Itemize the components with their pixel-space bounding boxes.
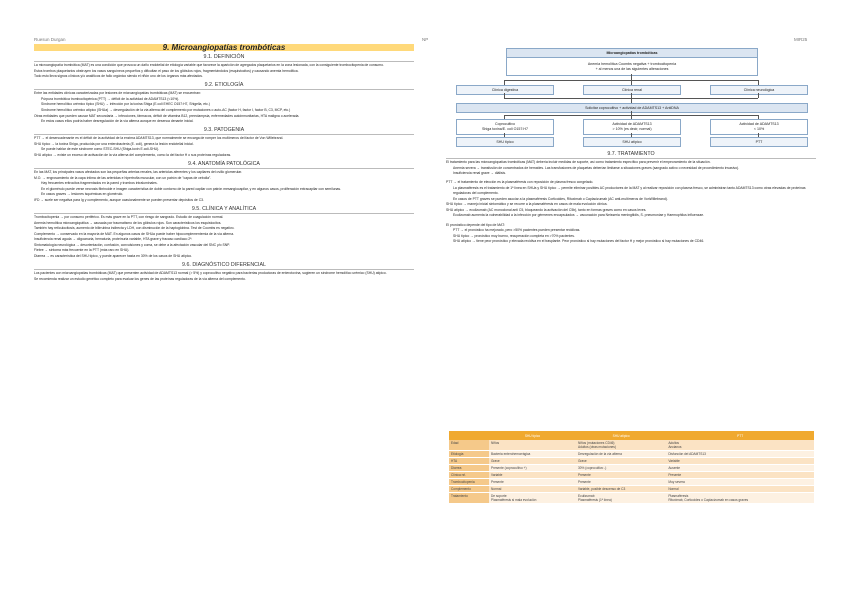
paragraph: Se recomienda realizar un estudio genético completo para evaluar los genes de las proteínas reguladoras de la vía alterna del complemento. bbox=[34, 276, 246, 281]
list-item: Hay frecuentes eritrocitos fragmentados en la pared y trombos intraluminales. bbox=[41, 181, 158, 186]
table-cell: Presente bbox=[666, 472, 814, 479]
flow-adamts13-normal-label: Actividad de ADAMTS13 bbox=[612, 122, 652, 127]
paragraph: Sintomatología neurológica → desorientación, confusión, convulsiones y coma, se debe a la afectación vascular del SNC y/o SNP. bbox=[34, 242, 230, 247]
list-item: En casos graves → lesiones isquémicas en glomérulo. bbox=[41, 192, 124, 197]
flow-adamts13-low-label: Actividad de ADAMTS13 bbox=[739, 122, 779, 127]
paragraph: Complemento → conservado en la mayoría de MAT. En algunos casos de SHUa puede haber hipocomplementemia de la vía alterna. bbox=[34, 231, 235, 236]
flow-solicitar-box bbox=[456, 103, 808, 113]
paragraph: SHU típico → la toxina Shiga, producida por una enterobacteria (E. coli), genera la lesión endotelial inicial. bbox=[34, 141, 194, 146]
paragraph: El tratamiento para las microangiopatías trombóticas (MAT) debería incluir medidas de soporte, así como tratamiento específico para prevenir el empeoramiento de la situación. bbox=[446, 160, 711, 164]
table-cell: Variable bbox=[666, 458, 814, 465]
table-cell: Presente bbox=[489, 479, 576, 486]
list-item: En estos casos ellos podría haber desregulación de la vía alterna aunque en desenca denante inicial. bbox=[41, 119, 194, 124]
flow-clinica-digestiva bbox=[456, 85, 554, 95]
flow-criteria-1: Anemia hemolítica Coombs negativa + trombocitopenia bbox=[587, 61, 677, 66]
table-cell: Presente bbox=[576, 479, 666, 486]
table-cell: Presente (coprocultivo +) bbox=[489, 465, 576, 472]
flow-outcome-shu-atipico bbox=[583, 137, 681, 147]
flow-outcome-ptt-label: PTT bbox=[755, 139, 763, 144]
flow-connector bbox=[758, 93, 759, 98]
paragraph: El pronóstico depende del tipo de MAT: bbox=[446, 222, 505, 227]
list-item: Síndrome hemolítico urémico atípico (SHUa) → desregulación de la vía alterna del complemento por mutaciones o auto-AC (factor H, factor I, factor B, C3, MCP, etc.) bbox=[41, 107, 291, 112]
list-item: En casos de PTT graves se pueden asociar a la plasmaféresis Corticoides, Rituximab o Caplacizumab (AC anti-multímeros de VonWillebrand). bbox=[453, 196, 668, 201]
paragraph: PTT → el tratamiento de elección es la plasmaféresis con reposición de plasma fresco congelado. bbox=[446, 180, 594, 185]
table-cell: Normal bbox=[666, 486, 814, 493]
flow-title: Microangiopatías trombóticas bbox=[606, 50, 658, 55]
paragraph: Entre las entidades clínicas caracterizadas por lesiones de microangiopatías trombóticas (MAT) se encuentran: bbox=[34, 91, 201, 96]
list-item: Síndrome hemolítico urémico típico (SHU) → infección por la toxina Shiga (E.coli EHEC O157:H7, Shigella, etc.) bbox=[41, 102, 210, 107]
paragraph: Insuficiencia renal aguda → oligoanuria, hematuria, proteinuria variable, HTA grave y fracaso cardíaco 2ª. bbox=[34, 237, 193, 242]
paragraph: M.O. → engrosamiento de la capa íntima de las arteriolas e hipertrofia muscular, con un patrón de "capas de cebolla". bbox=[34, 175, 212, 180]
flow-outcome-ptt bbox=[710, 137, 808, 147]
flow-clinica-neurologica-label: Clínica neurológica bbox=[743, 87, 775, 92]
table-cell: Niños (mutaciones CD46) Adultos (otras mutaciones) bbox=[576, 440, 666, 451]
flow-adamts13-low-box bbox=[710, 119, 808, 135]
paragraph: Los pacientes con microangiopatías trombóticas (MAT) que presenten actividad de ADAMTS13 normal (> 5%) y coprocultivo negativo para bacterias productoras de enterotoxina, sugieren un síndrome hemolítico urémico (SHU) atípico. bbox=[34, 271, 387, 276]
table-cell: Disfunción del ADAMTS13 bbox=[666, 451, 814, 458]
table-row-header: Edad bbox=[449, 440, 489, 451]
list-item: Insuficiencia renal grave → diálisis. bbox=[453, 171, 506, 176]
list-item: En el glomérulo puede verse necrosis fibrinoide e imagen característica de doble contorno de la pared capilar con patrón mesangiocapilar, y en algunos casos, proliferación extracapilar con semilunas. bbox=[41, 186, 342, 191]
paragraph: Otras entidades que pueden causar MAT secundaria → infecciones, fármacos, déficit de vitamina B12, preeclampsia, enfermedades autoinmunitarias, HTA maligna o acelerada. bbox=[34, 113, 300, 118]
flow-coprocultivo-result: Shiga toxina/E. coli O157:H7 bbox=[482, 127, 528, 131]
list-item: Eculizumab aumenta la vulnerabilidad a la infección por gérmenes encapsulados → vacunación para Neisseria meningitidis, S. pneumoniae y Haemophilus influenzae. bbox=[453, 213, 705, 218]
table-row bbox=[449, 465, 814, 472]
header-center: NP bbox=[422, 37, 429, 42]
table-cell: Niños bbox=[489, 440, 576, 451]
table-cell: Eculizumab Plasmaféresis (1ª línea) bbox=[576, 493, 666, 504]
table-cell: De soporte Plasmaféresis si mala evolución bbox=[489, 493, 576, 504]
table-cell: Desregulación de la vía alterna bbox=[576, 451, 666, 458]
header-right: MIR25 bbox=[794, 37, 808, 42]
flow-adamts13-normal-result: > 10% (es decir, normal) bbox=[612, 127, 652, 131]
list-item: Púrpura trombótica trombocitopénica (PTT) → déficit de la actividad de ADAMTS13 (<10%). bbox=[41, 96, 180, 101]
flow-criteria-2: + al menos una de las siguientes alteraciones bbox=[595, 66, 669, 71]
list-item: SHU atípico → tiene peor pronóstico y elevada recidiva en el trasplante. Peor pronóstico si hay mutaciones del factor H y mejor pronóstico si hay mutaciones de CD46. bbox=[453, 239, 705, 244]
table-cell: Ausente bbox=[666, 465, 814, 472]
table-row-header: HTA bbox=[449, 458, 489, 465]
table-header-cell: PTT bbox=[666, 431, 814, 440]
section-diagnostico-title: 9.6. DIAGNÓSTICO DIFERENCIAL bbox=[34, 263, 414, 270]
flow-criteria-box bbox=[506, 57, 758, 76]
page-title: 9. Microangiopatías trombóticas bbox=[34, 44, 414, 51]
flow-adamts13-normal-box bbox=[583, 119, 681, 135]
paragraph: IFD → suele ser negativa para Ig y complemento, aunque ocasionalmente se pueden presentar depósitos de C3. bbox=[34, 197, 205, 202]
header-left: Ruesun Durgan bbox=[34, 37, 66, 42]
table-row bbox=[449, 479, 814, 486]
flow-clinica-digestiva-label: Clínica digestiva bbox=[491, 87, 519, 92]
paragraph: Trombocitopenia → por consumo periférico. Es más grave en la PTT, con riesgo de sangrado. Estudio de coagulación normal. bbox=[34, 214, 224, 219]
comparison-table bbox=[449, 431, 814, 504]
table-cell: Normal bbox=[489, 486, 576, 493]
flow-outcome-shu-tipico-label: SHU típico bbox=[496, 139, 514, 144]
table-row bbox=[449, 472, 814, 479]
flowchart bbox=[446, 48, 816, 168]
table-header-cell bbox=[449, 431, 489, 440]
list-item: Se puede hablar de este síndrome como STEC-SHU (Shiga-toxin E.coli-SHU). bbox=[41, 147, 160, 152]
flow-coprocultivo-label: Coprocultivo bbox=[495, 122, 515, 127]
table-row bbox=[449, 486, 814, 493]
table-row-header: Tratamiento bbox=[449, 493, 489, 504]
table-cell: Plasmaféresis Rituximab, Corticoides o Caplacizumab en casos graves bbox=[666, 493, 814, 504]
section-etiologia-title: 9.2. ETIOLOGÍA bbox=[34, 83, 414, 90]
section-clinica-title: 9.5. CLÍNICA Y ANALÍTICA bbox=[34, 207, 414, 214]
paragraph: En las MAT, los principales vasos afectados son las pequeñas arterias renales, las arteriolas aferentes y los capilares del ovillo glomerular. bbox=[34, 169, 242, 174]
left-column bbox=[34, 44, 414, 282]
section-definicion-title: 9.1. DEFINICIÓN bbox=[34, 55, 414, 62]
table-cell: Grave bbox=[576, 458, 666, 465]
paragraph: Estos trombos plaquetarios obstruyen los vasos sanguíneos pequeños y dificultan el paso de los glóbulos rojos, fragmentándolos (esquistocitos) y causando anemia hemolítica. bbox=[34, 68, 299, 73]
paragraph: Diarrea → es característica del SHU típico, y puede aparecer hasta en 30% de los casos de SHU atípico. bbox=[34, 254, 193, 259]
table-cell: Variable bbox=[489, 472, 576, 479]
flow-adamts13-low-result: < 10% bbox=[753, 127, 765, 131]
flow-coprocultivo-box bbox=[456, 119, 554, 135]
table-cell: Variable, posible descenso de C3 bbox=[576, 486, 666, 493]
right-column bbox=[446, 44, 816, 245]
flow-outcome-shu-atipico-label: SHU atípico bbox=[622, 139, 642, 144]
table-cell: Grave bbox=[489, 458, 576, 465]
table-row bbox=[449, 440, 814, 451]
list-item: PTT → el pronóstico ha mejorado, pero >50% pacientes pueden presentar recidivas. bbox=[453, 228, 581, 233]
table-row-header: Diarrea bbox=[449, 465, 489, 472]
table-cell: 30% (coprocultivo -) bbox=[576, 465, 666, 472]
paragraph: SHU típico → manejo inicial sintomático y se recurre a la plasmaféresis en casos de mala evolución clínica. bbox=[446, 202, 608, 207]
list-item: SHU típico → pronóstico muy bueno, recuperación completa en >70% pacientes. bbox=[453, 233, 575, 238]
paragraph: SHU atípico → eculizumab (AC monoclonal anti C5, bloqueando la activación del C5b), tanto en formas graves como en casos leves. bbox=[446, 207, 647, 212]
table-cell: Muy severa bbox=[666, 479, 814, 486]
section-patogenia-title: 9.3. PATOGENIA bbox=[34, 128, 414, 135]
paragraph: La microangiopatía trombótica (MAT) es una condición que provoca un daño endotelial de etiología variable que favorece la aparición de agregados plaquetarios en la zona lesionada, con la consiguiente trombocitopenia de consumo. bbox=[34, 63, 384, 67]
section-tratamiento-title: 9.7. TRATAMIENTO bbox=[446, 152, 816, 159]
paragraph: PTT → el desencadenante es el déficit de la actividad de la enzima ADAMTS13, que normalmente se encarga de romper los multímeros del factor de Von Willebrand. bbox=[34, 136, 284, 141]
table-cell: Bacteria enterohemorrágica bbox=[489, 451, 576, 458]
flow-outcome-shu-tipico bbox=[456, 137, 554, 147]
flow-clinica-renal bbox=[583, 85, 681, 95]
paragraph: SHU atípico → existe un exceso de activación de la vía alterna del complemento, como la del factor H o sus proteínas reguladoras. bbox=[34, 152, 232, 157]
paragraph: Fiebre → síntoma más frecuente en la PTT (más raro en SHU). bbox=[34, 248, 130, 253]
paragraph: Todo esto lleva signos clínicos y/o analíticos de fallo orgánico siendo el riñón uno de los órganos más afectados. bbox=[34, 74, 203, 79]
table-cell: Presente bbox=[576, 472, 666, 479]
paragraph: También hay reticulocitosis, aumento de bilirrubina indirecta y LDH, con disminución de la haptoglobina. Test de Coombs es negativo. bbox=[34, 226, 235, 231]
flow-clinica-renal-label: Clínica renal bbox=[622, 87, 642, 92]
table-row-header: Trombocitopenia bbox=[449, 479, 489, 486]
table-header-cell: SHU típico bbox=[489, 431, 576, 440]
section-anatomia-title: 9.4. ANATOMÍA PATOLÓGICA bbox=[34, 162, 414, 169]
table-row-header: Complemento bbox=[449, 486, 489, 493]
table-row bbox=[449, 493, 814, 504]
table-row-header: Etiología bbox=[449, 451, 489, 458]
table-cell: Adultos Ancianos bbox=[666, 440, 814, 451]
table-header-row bbox=[449, 431, 814, 440]
table-row bbox=[449, 451, 814, 458]
paragraph: Anemia hemolítica microangiopática → causada por traumatismo de los glóbulos rojos. Son característicos los esquistocitos. bbox=[34, 220, 222, 225]
flow-solicitar-label: Solicitar coprocultivo + actividad de ADAMTS13 + AntiDNA bbox=[585, 105, 679, 110]
flow-clinica-neurologica bbox=[710, 85, 808, 95]
table-row-header: Clínica nrl. bbox=[449, 472, 489, 479]
table-row bbox=[449, 458, 814, 465]
table-header-cell: SHU atípico bbox=[576, 431, 666, 440]
list-item: La plasmaféresis es el tratamiento de 1ª línea en SHUa y SHU típico → permite eliminar posibles AC productores de la MAT y al realizar reposición con plasma fresco, se administran tanto ADAMTS13 como otras elevadas de proteínas reguladoras del complemento. bbox=[453, 185, 806, 195]
list-item: Anemia severa → transfusión de concentrados de hematíes. Las transfusiones de plaquetas deberían limitarse a situaciones graves (sangrado activo o necesidad de procedimiento invasivo). bbox=[453, 165, 740, 170]
